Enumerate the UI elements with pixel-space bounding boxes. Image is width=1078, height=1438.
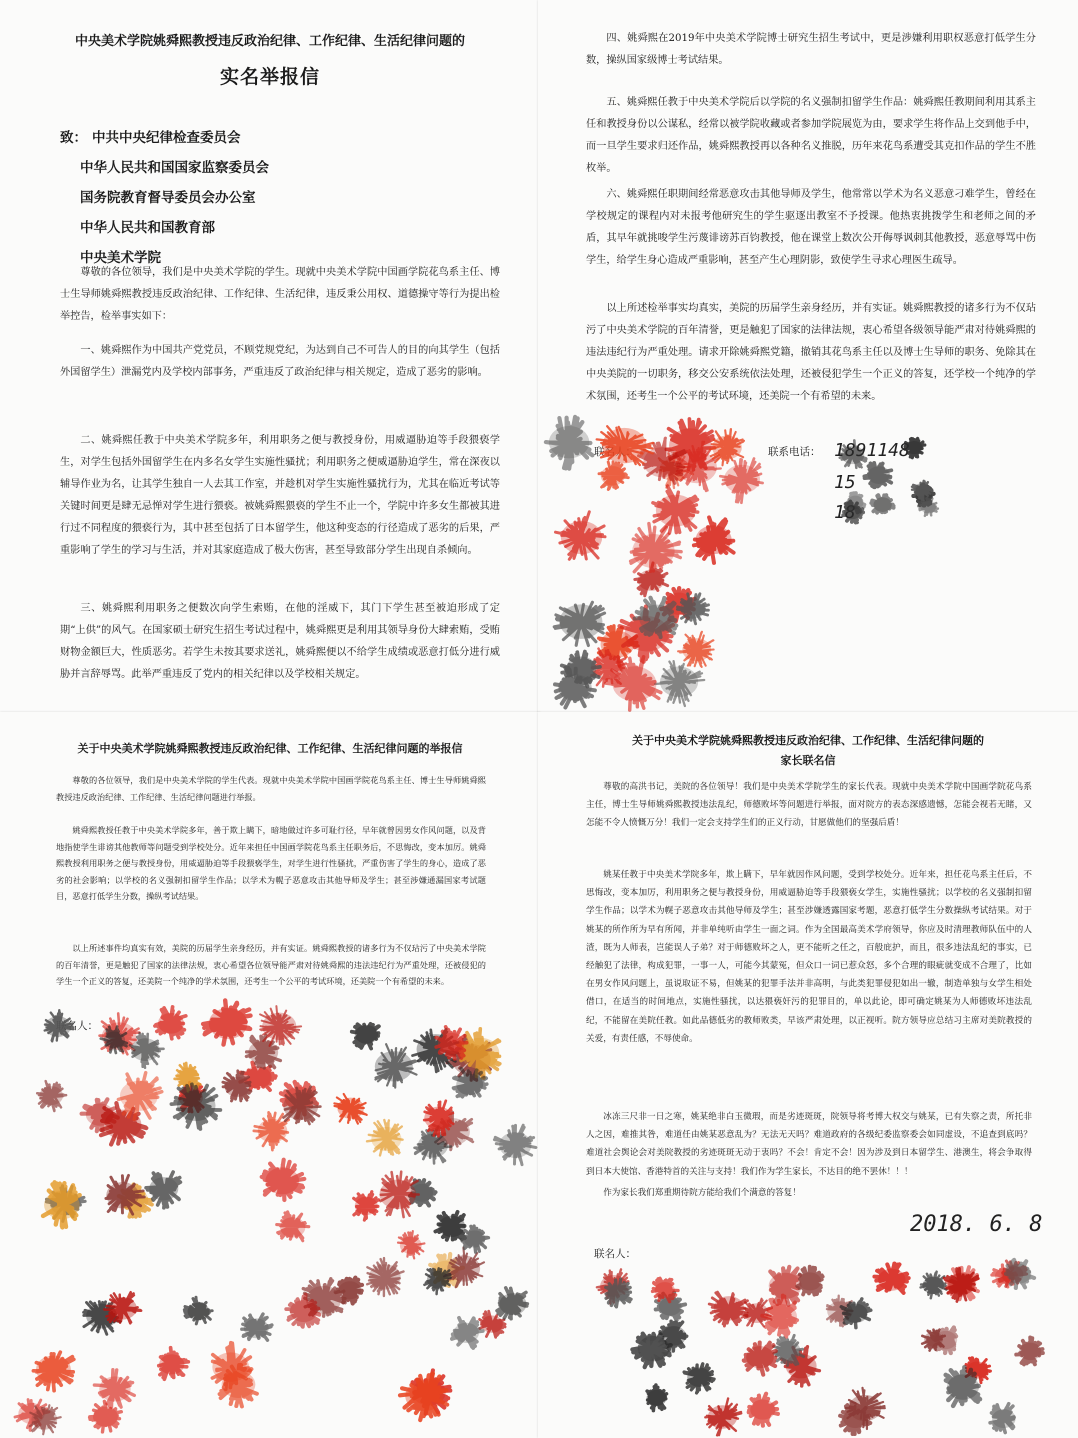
redaction-scribble	[454, 1069, 487, 1097]
letter1-paragraph-4: 三、姚舜熙利用职务之便数次向学生索贿，在他的淫威下，其门下学生甚至被迫形成了定期“上供”的风气。在国家硕士研究生招生考试过程中，姚舜熙更是利用其领导身份大肆索贿，受贿财物金额巨大，性质恶劣。若学生未按其要求送礼，姚舜熙便以不给学生成绩或恶意打低分进行威胁并言辞辱骂。此举严重违反了党内的相关纪律以及学校相关规定。	[60, 603, 500, 680]
phone-label: 联系电话：	[768, 446, 821, 458]
redaction-scribble	[184, 1297, 212, 1324]
redaction-scribble	[461, 1226, 489, 1252]
redaction-scribbles-4	[538, 712, 1078, 1438]
letter4-title-line1: 关于中央美术学院姚舜熙教授违反政治纪律、工作纪律、生活纪律问题的	[632, 734, 984, 747]
redaction-scribble	[797, 1267, 823, 1295]
letter4-paragraph-1: 尊敬的高洪书记，美院的各位领导！我们是中央美术学院学生的家长代表。现就中央美术学院中国画学院花鸟系主任，博士生导师姚舜熙教授违法乱纪，师德败坏等问题进行举报，面对院方的表态深感遗憾，怎能会视若无睹，又怎能不令人愤慨万分！我们一定会支持学生们的正义行动，甘愿做他们的坚强后盾！	[586, 782, 1032, 829]
letter2-contact-label: 联名人：	[594, 446, 636, 458]
letter1-title-line1: 中央美术学院姚舜熙教授违反政治纪律、工作纪律、生活纪律问题的	[74, 34, 465, 49]
redaction-scribble	[1016, 1338, 1043, 1365]
redaction-scribble	[104, 1292, 141, 1323]
letter4-title-line2: 家长联名信	[780, 754, 836, 767]
redaction-scribble	[546, 417, 593, 469]
redaction-scribble	[946, 1367, 980, 1406]
redaction-scribble	[705, 1399, 741, 1436]
recipient-1: 中共中央纪律检查委员会	[92, 130, 241, 146]
redaction-scribble	[864, 463, 891, 487]
letter4-contact-label: 联名人：	[594, 1248, 636, 1260]
recipient-2: 中华人民共和国国家监察委员会	[80, 160, 269, 176]
redaction-scribble	[45, 1010, 74, 1041]
recipient-5: 中央美术学院	[80, 250, 161, 266]
letter2-paragraph-3: 六、姚舜熙任职期间经常恶意攻击其他导师及学生，他常常以学术为名义恶意刁难学生，曾经在学校规定的课程内对未报考他研究生的学生驱逐出教室不予授课。他热衷挑拨学生和老师之间的矛盾，其早年就挑唆学生污蔑诽谤苏百钧教授，他在课堂上数次公开侮辱讽刺其他教授，恶意辱骂中伤学生，给学生身心造成严重影响，甚至产生心理阴影，致使学生寻求心理医生疏导。	[586, 189, 1036, 266]
redaction-scribble	[334, 1094, 366, 1124]
redaction-scribble	[840, 440, 867, 467]
letter3-paragraph-1: 尊敬的各位领导，我们是中央美术学院的学生代表。现就中央美术学院中国画学院花鸟系主任、博士生导师姚舜熙教授违反政治纪律、工作纪律、生活纪律问题进行举报。	[56, 775, 486, 802]
letter4-paragraph-2: 姚某任教于中央美术学院多年，欺上瞒下，早年就因作风问题，受到学校处分。近年来，担任花鸟系主任后，不思悔改，变本加厉，利用职务之便与教授身份，用威逼胁迫等手段猥亵女学生，实施性骚扰；以学校的名义强制扣留学生作品；以学术为幌子恶意攻击其他导师及学生；甚至涉嫌透露国家考题，恶意打低学生分数操纵考试结果。对于姚某的所作所为早有所闻，并非单纯听由学生一面之词。作为全国最高美术学府领导，你应及时清理教师队伍中的人渣，既为人师表，岂能误人子弟？对于师德败坏之人，更不能听之任之，百般庇护，而且，很多违法乱纪的事实，已经触犯了法律，构成犯罪，一事一人，可能今其蒙冤，但众口一词已惹众怒，多个合理的眼疵就变成不合理了，比如在男女作风问题上，虽说取证不易，但姚某的犯罪手法并非高明，与此类犯罪侵犯如出一辙，制造单独与女学生相处借口，在适当的时间地点，实施性骚扰，以达猥亵奸污的犯罪目的，单以此论，即可确定姚某为人师德败坏违法乱纪，不能留在美院任教。如此品德低劣的教师败类，早该严肃处理，以正视听。院方领导应总结习主席对美院教授的关爱，有责任感，不辱使命。	[586, 870, 1032, 1044]
letter4-paragraph-3: 冰冻三尺非一日之寒，姚某绝非白玉微瑕，而是劣迹斑斑，院领导将考博大权交与姚某，已有失察之责，所托非人之因，难推其咎，难道任由姚某恶意乱为？无法无天吗？难道政府的各级纪委监察委会如同虚设，不追查到底吗？难道社会舆论会对美院教授的劣迹斑斑无动于衷吗？不会！肯定不会！因为涉及到日本留学生、港澳生，将会争取得到日本大使馆、香港特首的关注与支持！我们作为学生家长，不达目的绝不罢休！！！	[586, 1112, 1032, 1177]
redaction-scribble	[43, 1182, 80, 1227]
redaction-scribble	[631, 524, 682, 572]
redaction-scribble	[871, 495, 893, 513]
redaction-scribble	[709, 1292, 747, 1326]
redaction-scribble	[744, 1343, 776, 1375]
redaction-scribbles-2	[538, 0, 1078, 720]
redaction-scribble	[452, 1318, 483, 1348]
redaction-scribble	[379, 1172, 418, 1217]
letter-page-2	[538, 0, 1078, 720]
redaction-scribble	[990, 1404, 1016, 1433]
letter2-paragraph-2: 五、姚舜熙任教于中央美术学院后以学院的名义强制扣留学生作品：姚舜熙任教期间利用其系主任和教授身份以公谋私，经常以被学院收藏或者参加学院展览为由，要求学生将作品上交到他手中，而一旦学生要求归还作品，姚舜熙教授再以各种名义推脱，历年来花鸟系遭受其克扣作品的学生不胜枚举。	[586, 97, 1036, 174]
redaction-scribbles-3	[0, 712, 540, 1438]
letter2-paragraph-4: 以上所述检举事实均真实，美院的历届学生亲身经历，并有实证。姚舜熙教授的诸多行为不仅玷污了中央美术学院的百年清誉，更是触犯了国家的法律法规，衷心希望各级领导能严肃对待姚舜熙的违法违纪行为严重处理。请求开除姚舜熙党籍，撤销其花鸟系主任以及博士生导师的职务、免除其在中央美院的一切职务，移交公安系统依法处理，还被侵犯学生一个正义的答复，还学校一个纯净的学术氛围，还考生一个公平的考试环境，还美院一个有希望的未来。	[586, 303, 1036, 402]
redaction-scribble	[242, 1314, 272, 1340]
letter1-paragraph-2: 一、姚舜熙作为中国共产党党员，不顾党规党纪，为达到自己不可告人的目的向其学生（包括外国留学生）泄漏党内及学校内部事务，严重违反了政治纪律与相关规定，造成了恶劣的影响。	[60, 345, 500, 378]
redaction-scribble	[82, 1099, 118, 1131]
phone-number-2: 15	[834, 472, 856, 493]
redaction-scribble	[354, 1192, 379, 1220]
redaction-scribble	[203, 1000, 250, 1044]
redaction-scribble	[33, 1352, 73, 1391]
redaction-scribble	[94, 1370, 134, 1407]
phone-number-1: 1891148	[834, 440, 910, 461]
redaction-scribble	[436, 1027, 466, 1059]
recipient-3: 国务院教育督导委员会办公室	[80, 190, 256, 206]
letter4-paragraph-4: 作为家长我们郑重期待院方能给我们个满意的答复！	[603, 1188, 801, 1198]
redaction-scribble	[367, 1258, 403, 1296]
handwritten-date: 2018. 6. 8	[910, 1212, 1043, 1237]
letter1-title-line2: 实名举报信	[219, 66, 320, 88]
redaction-scribble	[375, 1044, 418, 1087]
redaction-scribble	[606, 1279, 631, 1307]
redaction-scribble	[171, 1084, 220, 1129]
redaction-scribble	[155, 1007, 186, 1039]
letter3-paragraph-2: 姚舜熙教授任教于中央美术学院多年，善于欺上瞒下，暗地做过许多可耻行径，早年就曾因男女作风问题，以及背地指使学生诽谤其他教师等问题受到学校处分。近年来担任中国画学院花鸟系主任职务后，不思悔改，变本加厉。姚舜熙教授利用职务之便与教授身份，用威逼胁迫等手段猥亵学生，对学生进行性骚扰，严重伤害了学生的身心，造成了恶劣的社会影响；以学校的名义强制扣留学生作品；以学术为幌子恶意攻击其他导师及学生；甚至涉嫌通漏国家考试题目，恶意打低学生分数，操纵考试结果。	[56, 825, 486, 901]
letter-page-4	[538, 712, 1078, 1438]
redaction-scribble	[37, 1081, 66, 1111]
redaction-scribble	[905, 438, 925, 457]
letter3-paragraph-3: 以上所述事件均真实有效，美院的历届学生亲身经历，并有实证。姚舜熙教授的诸多行为不仅玷污了中央美术学院的百年清誉，更是触犯了国家的法律法规，衷心希望各位领导能严肃对待姚舜熙的违法违纪行为严重处理，还被侵犯的学生一个正义的答复，还美院一个纯净的学术氛围，还考生一个公平的考试环境，还美院一个有希望的未来。	[56, 943, 486, 986]
recipient-4: 中华人民共和国教育部	[80, 220, 215, 236]
redaction-scribble	[653, 486, 698, 533]
redaction-scribble	[277, 1212, 309, 1241]
redaction-scribble	[494, 1125, 536, 1165]
redaction-scribble	[283, 1087, 320, 1124]
redaction-scribble	[678, 632, 714, 667]
letter1-paragraph-3: 二、姚舜熙任教于中央美术学院多年，利用职务之便与教授身份，用威逼胁迫等手段猥亵学生，对学生包括外国留学生在内多名女学生实施性骚扰；利用职务之便威逼胁迫学生，常在深夜以辅导作业为名，让其学生独自一人去其工作室，并趁机对学生实施性骚扰行为，尤其在临近考试等关键时间更是肆无忌惮对学生进行猥亵。被姚舜熙猥亵的学生不止一个，学院中许多女生都被其进行过不同程度的猥亵行为，其中甚至包括了日本留学生，他这种变态的行径造成了恶劣的后果，严重影响了学生的学习与生活，并对其家庭造成了极大伤害，甚至导致部分学生出现自杀倾向。	[60, 435, 500, 556]
redaction-scribble	[647, 1385, 667, 1411]
letter-page-3	[0, 712, 540, 1438]
redaction-scribble	[424, 1268, 450, 1294]
redaction-scribble	[918, 498, 938, 516]
redaction-scribble	[599, 462, 628, 490]
redaction-scribble	[653, 1278, 679, 1302]
redaction-scribble	[684, 1364, 714, 1393]
redaction-scribble	[262, 1160, 305, 1200]
redaction-scribble	[749, 1394, 778, 1426]
redaction-scribble	[159, 1348, 189, 1380]
redaction-scribble	[635, 598, 677, 637]
redaction-scribble	[554, 602, 604, 645]
redaction-scribble	[720, 459, 762, 503]
redaction-scribble	[694, 517, 734, 563]
letter3-title: 关于中央美术学院姚舜熙教授违反政治纪律、工作纪律、生活纪律问题的举报信	[77, 742, 463, 755]
letter3-contact-label: 联名人：	[56, 1020, 98, 1032]
redaction-scribble	[874, 1264, 908, 1293]
redaction-scribble	[1006, 1260, 1034, 1288]
letter2-paragraph-1: 四、姚舜熙在2019年中央美术学院博士研究生招生考试中，更是涉嫌利用职权恶意打低学生分数，操纵国家级博士考试结果。	[586, 33, 1036, 66]
redaction-scribble	[352, 1024, 379, 1049]
letter1-paragraph-1: 尊敬的各位领导，我们是中央美术学院的学生。现就中央美术学院中国画学院花鸟系主任、博士生导师姚舜熙教授违反政治纪律、工作纪律、生活纪律，违反秉公用权、道德操守等行为提出检举控告，检举事实如下：	[60, 267, 500, 322]
redaction-scribble	[90, 1401, 122, 1432]
recipient-prefix: 致：	[60, 130, 87, 146]
letter-page-1	[0, 0, 540, 720]
redaction-scribble	[655, 661, 704, 706]
redaction-scribble	[367, 1120, 403, 1155]
redaction-scribble	[497, 1288, 527, 1319]
phone-number-3: 18	[834, 502, 856, 523]
redaction-scribble	[398, 1231, 424, 1258]
redaction-scribble	[556, 512, 606, 560]
redaction-scribble	[921, 1272, 947, 1299]
